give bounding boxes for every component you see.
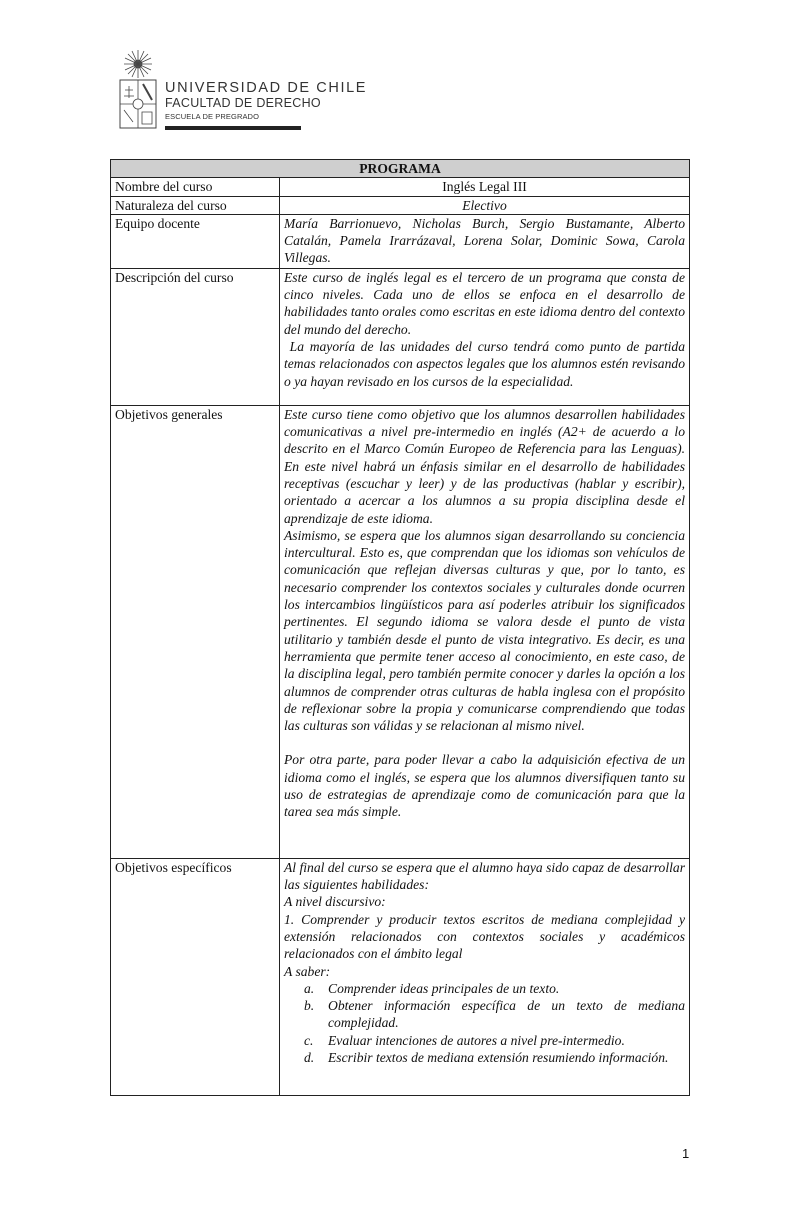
paragraph: Este curso tiene como objetivo que los alumnos desarrollen habilidades comunicativas a nivel pre-intermedio en inglés (A2+ de acuerdo a lo descrito en el Marco Común Europeo de Referencia para las Lenguas). En este nivel habrá un énfasis similar en el desarrollo de habilidades receptivas (escuchar y leer) y de las productivas (hablar y escribir), orientado a acercar a los alumnos a su propia disciplina desde el aprendizaje de este idioma. — [284, 406, 685, 526]
list-item: b. Obtener información específica de un texto de mediana complejidad. — [304, 998, 685, 1031]
table-row — [111, 268, 690, 405]
program-table — [110, 159, 690, 1096]
course-description — [280, 268, 690, 405]
paragraph: A nivel discursivo: — [284, 894, 386, 910]
page-number: 1 — [682, 1146, 690, 1161]
faculty-name: FACULTAD DE DERECHO — [165, 96, 321, 110]
course-name: Inglés Legal III — [280, 178, 690, 196]
table-title: PROGRAMA — [111, 160, 690, 178]
list-item: c. Evaluar intenciones de autores a nivel pre-intermedio. — [304, 1032, 625, 1048]
row-label: Naturaleza del curso — [111, 196, 280, 214]
general-objectives — [280, 405, 690, 858]
row-label: Nombre del curso — [111, 178, 280, 196]
specific-objectives — [280, 858, 690, 1095]
paragraph: 1. Comprender y producir textos escritos de mediana complejidad y extensión relacionados con contextos sociales y académicos relacionados con el ámbito legal — [284, 911, 685, 962]
list-item: d. Escribir textos de mediana extensión resumiendo información. — [304, 1050, 669, 1066]
row-label: Objetivos generales — [111, 405, 280, 858]
table-row — [111, 214, 690, 268]
table-row — [111, 405, 690, 858]
paragraph: Este curso de inglés legal es el tercero de un programa que consta de cinco niveles. Cada uno de ellos se enfoca en el desarrollo de habilidades tanto orales como escritas en este idioma dentro del contexto del mundo del derecho. — [284, 269, 685, 337]
row-label: Equipo docente — [111, 214, 280, 268]
table-row — [111, 858, 690, 1095]
course-nature: Electivo — [280, 196, 690, 214]
paragraph: Al final del curso se espera que el alumno haya sido capaz de desarrollar las siguientes habilidades: — [284, 859, 685, 893]
paragraph: Asimismo, se espera que los alumnos sigan desarrollando su conciencia intercultural. Esto es, que comprendan que los idiomas son vehículos de comunicación que reflejan diversas culturas y que, por lo tanto, es necesario comprender los contextos sociales y culturales donde ocurren los intercambios lingüísticos para así poderles atribuir los significados pertinentes. El segundo idioma se valora desde el punto de vista utilitario y también desde el punto de vista integrativo. Es decir, es una herramienta que permite tener acceso al conocimiento, en este caso, de la disciplina legal, pero también permite conocer y darles la opción a los alumnos de comprender otras culturas de habla inglesa con el propósito de reflexionar sobre la propia y comunicarse comprendiendo que todas las culturas son válidas y se relacionan al mismo nivel. — [284, 527, 685, 734]
teaching-team: María Barrionuevo, Nicholas Burch, Sergio Bustamante, Alberto Catalán, Pamela Irarrázaval, Lorena Solar, Dominic Sowa, Carola Villegas. — [280, 214, 690, 268]
skills-list — [284, 980, 685, 1066]
paragraph: A saber: — [284, 963, 331, 979]
table-row — [111, 178, 690, 196]
row-label: Descripción del curso — [111, 268, 280, 405]
list-item: a. Comprender ideas principales de un texto. — [304, 980, 560, 996]
table-row — [111, 196, 690, 214]
university-name: UNIVERSIDAD DE CHILE — [165, 80, 368, 96]
institution-header — [165, 80, 367, 130]
paragraph: La mayoría de las unidades del curso tendrá como punto de partida temas relacionados con aspectos legales que los alumnos estén revisando o ya hayan revisado en los cursos de la especialidad. — [284, 338, 689, 389]
university-crest-logo — [118, 50, 158, 130]
school-name: ESCUELA DE PREGRADO — [165, 112, 260, 121]
header-divider — [165, 126, 301, 130]
row-label: Objetivos específicos — [111, 858, 280, 1095]
paragraph: Por otra parte, para poder llevar a cabo la adquisición efectiva de un idioma como el inglés, se espera que los alumnos diversifiquen tanto su uso de estrategias de aprendizaje como de comunicación para que la tarea sea más simple. — [284, 752, 685, 820]
